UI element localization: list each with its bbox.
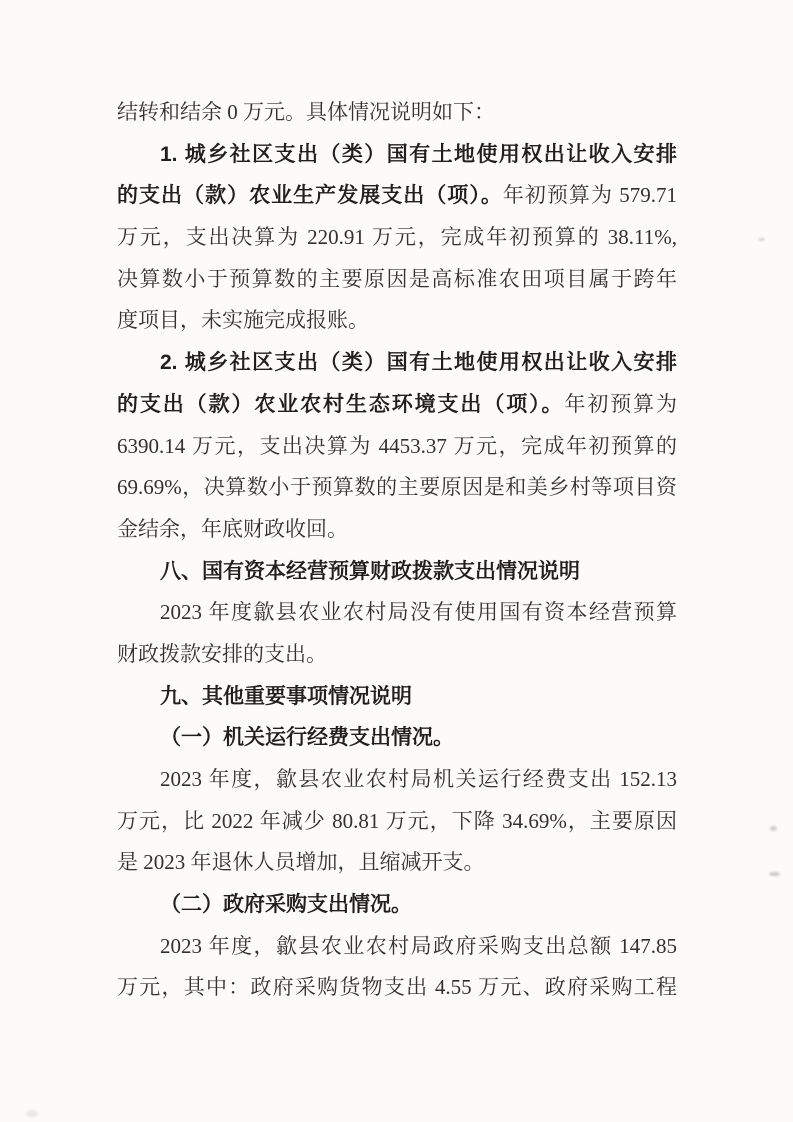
text-line-section8-body-line2 <box>117 634 677 676</box>
scan-smudge-2 <box>770 826 777 831</box>
text-segment: 决算数小于预算数的主要原因是高标准农田项目属于跨年 <box>117 266 677 291</box>
text-segment: 2023 年度，歙县农业农村局政府采购支出总额 147.85 <box>160 933 677 958</box>
text-line-item2-heading-line1 <box>117 342 677 384</box>
text-line-item2-heading-line2 <box>117 384 677 426</box>
text-line-item1-body-line1 <box>117 217 677 259</box>
text-segment: 2023 年度，歙县农业农村局机关运行经费支出 152.13 <box>160 767 677 791</box>
bold-text-segment: 1. 城乡社区支出（类）国有土地使用权出让收入安排 <box>160 142 677 166</box>
text-segment: 2023 年度歙县农业农村局没有使用国有资本经营预算 <box>160 600 677 625</box>
text-line-item1-heading-line1 <box>117 134 677 176</box>
text-segment: 万元，其中：政府采购货物支出 4.55 万元、政府采购工程 <box>117 975 677 1000</box>
text-line-section8-body-line1 <box>117 592 677 634</box>
document-text-block <box>117 92 677 1009</box>
text-line-paragraph-continuation <box>117 92 677 134</box>
text-line-item1-heading-line2 <box>117 175 677 217</box>
text-line-item1-body-line2 <box>117 259 677 301</box>
scan-smudge-4 <box>26 1110 38 1117</box>
bold-text-segment: 八、国有资本经营预算财政拨款支出情况说明 <box>160 559 580 583</box>
text-line-section9-sub1-body-line2 <box>117 801 677 843</box>
scan-smudge-3 <box>769 872 780 876</box>
text-segment: 年初预算为 579.71 <box>502 183 677 208</box>
text-line-section9-sub1-body-line3 <box>117 842 677 884</box>
text-line-item2-body-line2 <box>117 467 677 509</box>
bold-text-segment: （二）政府采购支出情况。 <box>160 893 412 917</box>
text-segment: 年初预算为 <box>564 391 677 416</box>
text-segment: 财政拨款安排的支出。 <box>117 641 327 666</box>
text-segment: 结转和结余 0 万元。具体情况说明如下： <box>117 100 495 124</box>
scan-smudge-1 <box>758 238 765 241</box>
text-line-item2-body-line1 <box>117 426 677 468</box>
text-segment: 度项目，未实施完成报账。 <box>117 308 369 333</box>
text-line-section9-heading <box>117 676 677 718</box>
bold-text-segment: 2. 城乡社区支出（类）国有土地使用权出让收入安排 <box>160 351 677 375</box>
text-segment: 金结余，年底财政收回。 <box>117 516 348 541</box>
text-line-section9-sub2-body-line2 <box>117 967 677 1009</box>
text-line-item1-body-line3 <box>117 300 677 342</box>
text-segment: 是 2023 年退休人员增加，且缩减开支。 <box>117 850 485 875</box>
text-segment: 6390.14 万元，支出决算为 4453.37 万元，完成年初预算的 <box>117 433 677 458</box>
bold-text-segment: 九、其他重要事项情况说明 <box>160 684 412 708</box>
bold-text-segment: （一）机关运行经费支出情况。 <box>160 726 454 750</box>
text-line-section8-heading <box>117 551 677 593</box>
text-line-item2-body-line3 <box>117 509 677 551</box>
bold-text-segment: 的支出（款）农业生产发展支出（项）。 <box>117 184 503 208</box>
text-line-section9-sub2-body-line1 <box>117 926 677 968</box>
bold-text-segment: 的支出（款）农业农村生态环境支出（项）。 <box>117 392 565 416</box>
text-line-section9-sub1-body-line1 <box>117 759 677 801</box>
text-line-section9-sub1-heading <box>117 717 677 759</box>
text-segment: 69.69%，决算数小于预算数的主要原因是和美乡村等项目资 <box>117 475 677 500</box>
text-segment: 万元，比 2022 年减少 80.81 万元，下降 34.69%，主要原因 <box>117 808 677 833</box>
text-segment: 万元，支出决算为 220.91 万元，完成年初预算的 38.11%, <box>117 225 677 250</box>
text-line-section9-sub2-heading <box>117 884 677 926</box>
